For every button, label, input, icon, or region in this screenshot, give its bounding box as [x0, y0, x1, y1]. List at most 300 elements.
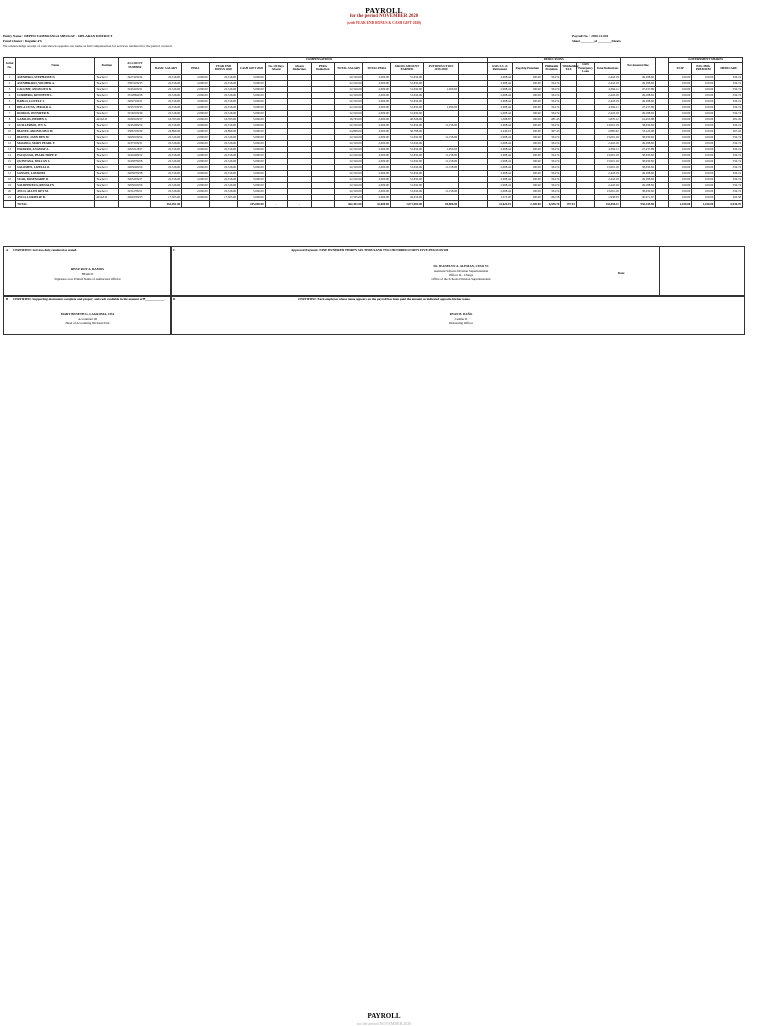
cell-totd: 2,443.18	[595, 99, 620, 105]
cert-box-d	[170, 295, 745, 335]
payroll-subtitle: (with YEAR END BONUS & CASH GIFT 2020)	[346, 21, 422, 25]
cell-ph: 334.74	[542, 99, 561, 105]
cell-pup: 11,158.00	[423, 135, 458, 141]
total-empty	[311, 201, 334, 208]
cell-pera: 2,000.00	[182, 171, 209, 177]
cell-pprem: 100.00	[692, 93, 715, 99]
col-days-absent: No. Of Days Absent	[265, 62, 287, 74]
cell-basic: 22,316.00	[151, 153, 182, 159]
cell-totd: 2,443.18	[595, 93, 620, 99]
cell-no: 9	[4, 123, 16, 129]
cell-med: 334.74	[715, 111, 743, 117]
cell-med: 281.45	[715, 117, 743, 123]
cell-net: 49,188.82	[620, 81, 655, 87]
cell-totd: 13,601.18	[595, 165, 620, 171]
cell-name: AYCO, ALLEN REY M.	[16, 189, 95, 195]
cell-gross: 51,632.00	[390, 183, 423, 189]
cell-ts: 22,316.00	[334, 165, 363, 171]
cell-tp: 2,000.00	[363, 159, 390, 165]
cell-no: 15	[4, 159, 16, 165]
cert-c-text: Approved Payment: NINE HUNDRED THIRTY SIX THOUSAND TWO HUNDRED FORTY FIVE PESOS 89/100	[291, 248, 449, 252]
cert-c-divider	[659, 247, 660, 296]
cell-gsis: 2,008.44	[487, 111, 512, 117]
cell-tp: 2,000.00	[363, 111, 390, 117]
cell-pprem: 100.00	[692, 153, 715, 159]
cell-ph: 334.74	[542, 135, 561, 141]
cell-acct: 3312864238	[119, 93, 151, 99]
cell-yeb: 22,316.00	[209, 75, 238, 81]
cell-pos: Teacher I	[95, 153, 119, 159]
cell-pprem: 100.00	[692, 99, 715, 105]
cell-ts: 22,316.00	[334, 171, 363, 177]
cell-ecip: 100.00	[669, 93, 692, 99]
cell-pos: Teacher I	[95, 93, 119, 99]
cell-pprem: 100.00	[692, 111, 715, 117]
col-absent-ded: Absent Deduction	[287, 62, 311, 74]
cell-pag: 100.00	[513, 111, 543, 117]
col-yeb: YEAR END BONUS 2020	[209, 62, 238, 74]
cell-ts: 22,316.00	[334, 99, 363, 105]
cell-gross: 51,632.00	[390, 147, 423, 153]
cell-ph: 334.74	[542, 141, 561, 147]
cell-no: 10	[4, 129, 16, 135]
cell-ph: 334.74	[542, 177, 561, 183]
cell-ts: 22,316.00	[334, 105, 363, 111]
cell-ts: 22,316.00	[334, 189, 363, 195]
cell-no: 4	[4, 93, 16, 99]
cell-pera: 2,000.00	[182, 75, 209, 81]
cell-gsis: 1,575.45	[487, 195, 512, 201]
cell-gsis: 2,008.44	[487, 159, 512, 165]
cell-basic: 22,316.00	[151, 93, 182, 99]
cell-yeb: 22,316.00	[209, 93, 238, 99]
cell-acct: 3265018254	[119, 135, 151, 141]
cell-basic: 17,505.00	[151, 195, 182, 201]
cell-gross: 51,632.00	[390, 135, 423, 141]
cell-ts: 22,316.00	[334, 147, 363, 153]
sheet-number: Sheet ________of ________Sheets	[572, 38, 621, 43]
cell-ecip: 100.00	[669, 117, 692, 123]
cell-pprem: 100.00	[692, 135, 715, 141]
total-empty	[182, 201, 209, 208]
cert-c-letter: C	[173, 248, 176, 252]
cell-name: ASUMBRADO, WILMER A.	[16, 81, 95, 87]
cell-net: 41,455.88	[620, 117, 655, 123]
cell-totd: 2,443.18	[595, 141, 620, 147]
cell-gsis: 2,008.44	[487, 171, 512, 177]
cell-ts: 17,505.00	[334, 195, 363, 201]
total-empty	[655, 201, 668, 208]
cell-cg: 5,000.00	[238, 147, 265, 153]
cell-pos: Teacher I	[95, 141, 119, 147]
cell-pprem: 100.00	[692, 165, 715, 171]
cell-pprem: 100.00	[692, 129, 715, 135]
cell-pera: 2,000.00	[182, 183, 209, 189]
cell-totd: 2,443.18	[595, 111, 620, 117]
cert-b-title1: Accountant III	[78, 317, 97, 321]
cell-no: 13	[4, 147, 16, 153]
total-net: 936,245.89	[620, 201, 655, 208]
cell-gross: 51,632.00	[390, 105, 423, 111]
cell-cg: 5,000.00	[238, 159, 265, 165]
cert-d-text: CERTIFIED: Each employee whose name appears on the payroll has been paid the amount as indicated opposite his/her name.	[298, 297, 471, 301]
cell-med: 334.74	[715, 177, 743, 183]
cell-basic: 22,316.00	[151, 165, 182, 171]
cell-med: 334.74	[715, 135, 743, 141]
cell-ph: 334.74	[542, 147, 561, 153]
total-totd: 135,656.11	[595, 201, 620, 208]
cell-gsis: 2,008.44	[487, 105, 512, 111]
cell-name: SALOMEN, LIZELIA O.	[16, 165, 95, 171]
cell-gross: 51,632.00	[390, 159, 423, 165]
cell-totd: 13,601.18	[595, 135, 620, 141]
cell-no: 5	[4, 99, 16, 105]
cell-med: 334.74	[715, 159, 743, 165]
cell-pprem: 100.00	[692, 117, 715, 123]
cell-cg: 5,000.00	[238, 81, 265, 87]
entity-name: Entity Name : DEPED ZAMBOANGA SIBUGAY - SIPLARAN DISTRICT	[3, 34, 113, 38]
cell-tp: 2,000.00	[363, 177, 390, 183]
cell-tp: 2,000.00	[363, 135, 390, 141]
cell-pprem: 100.00	[692, 141, 715, 147]
payroll-table	[3, 57, 743, 208]
total-gross: 1,071,982.00	[390, 201, 423, 208]
cell-gsis: 2,008.44	[487, 81, 512, 87]
cell-ph: 367.43	[542, 129, 561, 135]
cell-no: 11	[4, 135, 16, 141]
cell-pag: 100.00	[513, 171, 543, 177]
cell-yeb: 22,316.00	[209, 183, 238, 189]
cell-tp: 2,000.00	[363, 141, 390, 147]
cell-net: 53,120.08	[620, 129, 655, 135]
cell-pos: Teacher I	[95, 87, 119, 93]
cell-ts: 22,316.00	[334, 183, 363, 189]
cell-basic: 22,316.00	[151, 123, 182, 129]
cell-name: PAVARRO, ANAMAY A.	[16, 147, 95, 153]
cell-pera: 2,000.00	[182, 165, 209, 171]
cell-ecip: 100.00	[669, 123, 692, 129]
cell-pos: Teacher I	[95, 189, 119, 195]
cell-gross: 51,632.00	[390, 99, 423, 105]
cert-box-a	[3, 246, 172, 297]
cert-c-title1: Assistant Schools Division Superintendent	[433, 269, 489, 273]
cell-totd: 13,601.18	[595, 159, 620, 165]
cell-ph: 334.74	[542, 87, 561, 93]
cell-med: 334.74	[715, 141, 743, 147]
cell-cg: 5,000.00	[238, 93, 265, 99]
cell-gsis: 2,008.44	[487, 87, 512, 93]
cell-yeb: 22,316.00	[209, 165, 238, 171]
cell-ts: 22,316.00	[334, 111, 363, 117]
cell-yeb: 24,899.00	[209, 129, 238, 135]
cell-pera: 2,000.00	[182, 159, 209, 165]
cell-pos: Teacher I	[95, 111, 119, 117]
cell-acct: 3265048250	[119, 165, 151, 171]
cell-pos: Teacher I	[95, 159, 119, 165]
total-empty	[209, 201, 238, 208]
cert-c-title3: Office of the Schools Division Superintendent	[431, 277, 491, 281]
cell-no: 7	[4, 111, 16, 117]
cell-ecip: 100.00	[669, 105, 692, 111]
cert-b-title2: Head of Accounting Division/Unit	[65, 321, 110, 325]
cell-ts: 22,316.00	[334, 153, 363, 159]
cell-basic: 22,316.00	[151, 189, 182, 195]
cell-pag: 100.00	[513, 159, 543, 165]
cell-ph: 334.74	[542, 111, 561, 117]
cell-cg: 5,000.00	[238, 129, 265, 135]
col-serial: Serial No.	[4, 58, 16, 75]
total-pup: 84,808.00	[423, 201, 458, 208]
cell-basic: 22,316.00	[151, 147, 182, 153]
cell-name: DELA CUNA, JERALD A.	[16, 105, 95, 111]
cell-acct: 3245418231	[119, 87, 151, 93]
cell-pera: 2,000.00	[182, 111, 209, 117]
cell-tp: 2,000.00	[363, 105, 390, 111]
next-page-period: for the period NOVEMBER 2020	[356, 1021, 412, 1026]
cell-cg: 5,000.00	[238, 75, 265, 81]
cell-gsis: 2,008.44	[487, 99, 512, 105]
cell-net: 49,188.82	[620, 93, 655, 99]
total-gsis: 41,624.19	[487, 201, 512, 208]
cell-tp: 2,000.00	[363, 183, 390, 189]
cell-pera: 2,000.00	[182, 129, 209, 135]
cell-cg: 5,000.00	[238, 87, 265, 93]
cell-pprem: 100.00	[692, 87, 715, 93]
cell-totd: 2,885.92	[595, 129, 620, 135]
cell-yeb: 22,316.00	[209, 135, 238, 141]
cell-pos: Teacher I	[95, 165, 119, 171]
cell-no: 20	[4, 189, 16, 195]
cell-pos: Teacher I	[95, 75, 119, 81]
cell-basic: 22,316.00	[151, 99, 182, 105]
cell-net: 49,188.82	[620, 75, 655, 81]
cell-pera: 2,000.00	[182, 105, 209, 111]
cell-ecip: 100.00	[669, 135, 692, 141]
cell-no: 16	[4, 165, 16, 171]
cell-gross: 51,632.00	[390, 165, 423, 171]
cell-ph: 334.74	[542, 183, 561, 189]
cell-med: 334.74	[715, 75, 743, 81]
cell-gsis: 2,008.44	[487, 93, 512, 99]
col-pagibig: Pag-ibig Premium	[513, 62, 543, 74]
cell-basic: 22,316.00	[151, 111, 182, 117]
cell-net: 49,188.82	[620, 177, 655, 183]
cell-gsis: 2,240.91	[487, 129, 512, 135]
cell-acct: 3265018256	[119, 183, 151, 189]
cell-gsis: 2,008.44	[487, 153, 512, 159]
cell-pag: 100.00	[513, 135, 543, 141]
cell-ph: 334.74	[542, 93, 561, 99]
cell-basic: 22,316.00	[151, 171, 182, 177]
cell-pag: 100.00	[513, 183, 543, 189]
cell-pos: Teacher I	[95, 99, 119, 105]
cell-net: 47,237.89	[620, 105, 655, 111]
cell-gross: 51,632.00	[390, 171, 423, 177]
cell-med: 334.74	[715, 147, 743, 153]
cell-pag: 100.00	[513, 105, 543, 111]
cell-totd: 2,443.18	[595, 75, 620, 81]
total-pprem: 2,100.00	[692, 201, 715, 208]
cell-ecip: 100.00	[669, 159, 692, 165]
cell-cg: 5,000.00	[238, 177, 265, 183]
cell-no: 6	[4, 105, 16, 111]
total-ecip: 2,100.00	[669, 201, 692, 208]
cell-basic: 22,316.00	[151, 75, 182, 81]
cell-ecip: 100.00	[669, 75, 692, 81]
total-empty	[119, 201, 151, 208]
cell-name: IBANEZ, ADONIS DEO M.	[16, 129, 95, 135]
cell-totd: 4,394.11	[595, 105, 620, 111]
cell-net: 40,071.97	[620, 195, 655, 201]
cell-ts: 22,316.00	[334, 93, 363, 99]
cell-pera: 2,000.00	[182, 81, 209, 87]
cell-gross: 51,632.00	[390, 153, 423, 159]
cell-pos: Teacher I	[95, 123, 119, 129]
cell-pag: 100.00	[513, 141, 543, 147]
cell-pag: 100.00	[513, 165, 543, 171]
cell-basic: 16,763.00	[151, 117, 182, 123]
cell-med: 334.74	[715, 81, 743, 87]
cell-name: SUAR, ROSEMARIE D.	[16, 177, 95, 183]
cell-yeb: 22,316.00	[209, 87, 238, 93]
cell-pera: 2,000.00	[182, 87, 209, 93]
total-ts: 462,491.00	[334, 201, 363, 208]
cell-cg: 5,000.00	[238, 183, 265, 189]
cell-yeb: 22,316.00	[209, 99, 238, 105]
cell-gsis: 2,008.44	[487, 177, 512, 183]
cell-totd: 2,443.18	[595, 171, 620, 177]
cell-basic: 22,316.00	[151, 183, 182, 189]
total-label: TOTAL	[16, 201, 95, 208]
cell-pera: 2,000.00	[182, 147, 209, 153]
total-tp: 42,000.00	[363, 201, 390, 208]
cell-cg: 5,000.00	[238, 111, 265, 117]
cell-med: 334.74	[715, 105, 743, 111]
cell-basic: 22,316.00	[151, 87, 182, 93]
cell-pprem: 100.00	[692, 183, 715, 189]
cert-d-name: RYAN B. DAÑO	[449, 312, 473, 316]
cell-yeb: 22,316.00	[209, 153, 238, 159]
cell-yeb: 22,316.00	[209, 171, 238, 177]
total-empty	[459, 201, 488, 208]
col-pup: PUP DEDUCTION 2019-2020	[423, 62, 458, 74]
cell-net: 38,030.82	[620, 123, 655, 129]
cell-cg: 5,000.00	[238, 165, 265, 171]
total-empty	[4, 201, 16, 208]
cell-gross: 51,632.00	[390, 189, 423, 195]
cell-pprem: 100.00	[692, 75, 715, 81]
cell-ecip: 100.00	[669, 99, 692, 105]
cell-pos: Teacher I	[95, 81, 119, 87]
cell-gsis: 2,008.44	[487, 147, 512, 153]
cell-ecip: 100.00	[669, 165, 692, 171]
col-cash-gift: CASH GIFT 2020	[238, 62, 265, 74]
col-ecip: ECIP	[669, 62, 692, 74]
entity-info	[3, 34, 403, 48]
cell-ecip: 100.00	[669, 171, 692, 177]
cert-box-c	[170, 246, 745, 297]
cell-pera: 2,000.00	[182, 93, 209, 99]
cell-basic: 22,316.00	[151, 81, 182, 87]
cell-ph: 334.74	[542, 165, 561, 171]
cell-totd: 2,443.18	[595, 183, 620, 189]
cell-tp: 2,000.00	[363, 171, 390, 177]
cell-med: 334.74	[715, 123, 743, 129]
cell-med: 334.74	[715, 93, 743, 99]
cell-gross: 51,632.00	[390, 93, 423, 99]
cert-a-text: CERTIFIED: Services duly rendered as stated.	[13, 248, 77, 252]
cell-pera: 2,000.00	[182, 117, 209, 123]
cell-cg: 5,000.00	[238, 153, 265, 159]
cell-basic: 24,899.00	[151, 129, 182, 135]
cell-no: 19	[4, 183, 16, 189]
cell-yeb: 22,316.00	[209, 189, 238, 195]
cell-ts: 22,316.00	[334, 75, 363, 81]
cell-med: 334.74	[715, 165, 743, 171]
cell-pera: 2,000.00	[182, 189, 209, 195]
cell-pera: 2,000.00	[182, 195, 209, 201]
cert-a-name: RENZ ROY A. RAMOS	[71, 267, 104, 271]
cert-b-letter: B	[6, 297, 9, 301]
cell-net: 47,237.89	[620, 87, 655, 93]
cell-pprem: 100.00	[692, 171, 715, 177]
col-wtax: Withholding TAX	[561, 62, 576, 74]
cell-pprem: 100.00	[692, 159, 715, 165]
cell-no: 12	[4, 141, 16, 147]
cell-net: 49,188.82	[620, 171, 655, 177]
cell-med: 262.58	[715, 195, 743, 201]
cell-acct: 3586718230	[119, 129, 151, 135]
cell-tp: 2,000.00	[363, 153, 390, 159]
total-empty	[576, 201, 595, 208]
cell-ts: 22,316.00	[334, 177, 363, 183]
cell-gross: 51,632.00	[390, 81, 423, 87]
cell-pag: 100.00	[513, 195, 543, 201]
col-total-salary: TOTAL SALARY	[334, 62, 363, 74]
cell-gsis: 2,008.44	[487, 75, 512, 81]
col-pera: PERA	[182, 62, 209, 74]
cell-pera: 2,000.00	[182, 177, 209, 183]
cert-d-letter: D	[173, 297, 176, 301]
total-basic: 462,491.00	[151, 201, 182, 208]
cert-c-date: Date	[618, 271, 625, 275]
col-gross: GROSS AMOUNT EARNED	[390, 62, 423, 74]
cell-net: 49,188.82	[620, 111, 655, 117]
cell-name: DOSDOS, JENNIFER B.	[16, 111, 95, 117]
cell-no: 1	[4, 75, 16, 81]
col-total-ded: Total Deductions	[595, 62, 620, 74]
col-ded-a: GSIS Emergency Loan	[576, 62, 595, 74]
cell-pera: 2,000.00	[182, 141, 209, 147]
payroll-period: for the period NOVEMBER 2020	[349, 14, 419, 19]
cell-pos: Teacher I	[95, 171, 119, 177]
cell-ecip: 100.00	[669, 177, 692, 183]
cell-pag: 100.00	[513, 81, 543, 87]
cell-name: GABILOS, HEDIEN S.	[16, 117, 95, 123]
cell-no: 21	[4, 195, 16, 201]
cell-tp: 2,000.00	[363, 99, 390, 105]
cell-pag: 100.00	[513, 147, 543, 153]
cell-pera: 2,000.00	[182, 99, 209, 105]
cell-gsis: 2,008.44	[487, 141, 512, 147]
cell-pag: 100.00	[513, 123, 543, 129]
cell-no: 14	[4, 153, 16, 159]
cell-pos: Teacher I	[95, 105, 119, 111]
col-blank	[459, 62, 488, 74]
cell-ecip: 100.00	[669, 153, 692, 159]
cert-c-title2: Officer In - Charge	[448, 273, 474, 277]
cell-acct: 3189318237	[119, 117, 151, 123]
